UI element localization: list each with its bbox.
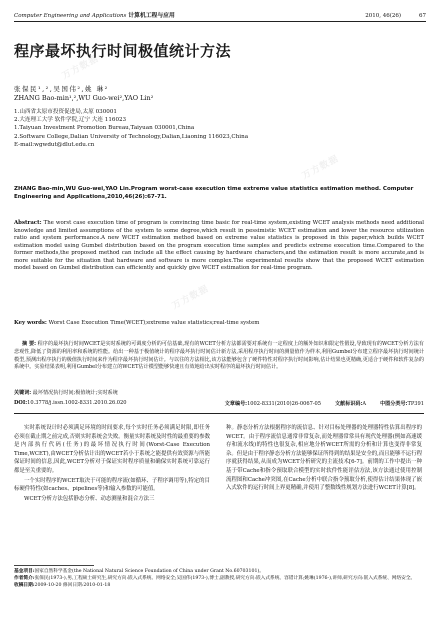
journal-name-en: Computer Engineering and Applications [14,13,127,19]
doi-label: DOI: [14,400,28,406]
abstract-en [14,220,424,273]
fund-label: 基金项目: [14,569,35,574]
section-divider [14,413,424,414]
body-paragraph: 实时系统设计时必须满足环境的时间要求,每个实时任务必须满足时限,即任务必须在截止期之前完成,否则实时系统会失败。衡量实时系统及时性的最重要的参数是内部执行代码(任务)的最坏情况执行时间(Worst-Case Execution Time,WCET),由WCET分析估计出的WCET若小于系统之能提供有效资源与所能保证时间的信息,因此,WCET分析对于保证实时程序质量和确保实时系统可靠运行都是至关重要的。 [14,425,210,474]
article-id-value: 1002-8331(2010)26-0067-05 [247,401,322,407]
keywords-en-text: Worst Case Execution Time(WCET);extreme value statistics;real-time system [48,320,260,326]
authors-cn: 张保民¹,²,吴国伟²,姚 琳² [14,85,109,93]
body-column-right [226,424,422,494]
keywords-cn-label: 关键词: [14,390,32,396]
clc [380,400,424,407]
dates-label: 收稿日期: [14,583,35,589]
paper-title: 程序最坏执行时间极值统计方法 [14,42,232,60]
citation: ZHANG Bao-min,WU Guo-wei,YAO Lin.Program worst-case execution time extreme value statistics estimation method. Computer Engineering and Applications,2010,46(26):67-71. [14,186,414,200]
doi [14,400,225,407]
affiliation-line: 2.Software College,Dalian University of Technology,Dalian,Liaoning 116023,China [14,133,249,140]
running-header [14,8,426,22]
doc-code [335,400,366,407]
body-column-left [14,424,210,504]
journal-name-cn: 计算机工程与应用 [128,13,175,19]
fund-note [14,568,424,575]
doc-code-label: 文献标识码: [335,401,363,407]
author-bio-label: 作者简介: [14,576,35,582]
affiliation-line: 2.大连理工大学 软件学院,辽宁 大连 116023 [14,117,127,124]
body-paragraph: 一个实时程序的WCET取决于可能的程序流(如循环、子程序调用等),特定的目标硬件特性(如caches、pipelines等)和输入参数的可能值。 [14,477,210,493]
affiliations [14,108,248,149]
body-paragraph: 种。静态分析方法根据程序的流信息、针对目标处理器的处理器特性估算出程序的WCET。由于程序流信息通常非常复杂,而处理器常常具有现代处理器(例如高速缓存和流水线)的特性也很复杂,相应地分析WCET所需的分析和计算也变得非常复杂。但是由于程序静态分析方法能够保证所得到的结果是安全的,而且能够不运行程序就获得结果,从而成为WCET分析研究的主流技术[6-7]。前期的工作中提出一种基于带Cache和指令预取联合模型的实时软件性能评估方法,该方法通过使用控制流程图和Cache冲突图,在Cache分析中联合指令预取分析,使得估计结果体现了嵌入式软件的运行时间上界更精确,并使用了整数线性规划方法进行WCET计算[8]。 [226,425,422,492]
footnote-rule [14,565,94,566]
doi-value: 10.3778/j.issn.1002-8331.2010.26.020 [27,400,127,406]
fund-text: 国家自然科学基金(the National Natural Science Foundation of China under Grant No.60703101)。 [34,569,264,574]
watermark: 万方数据 [300,154,341,182]
article-meta [14,400,424,407]
author-note [14,575,424,582]
keywords-cn [14,389,424,396]
dates-note [14,582,424,589]
watermark: 万方数据 [330,464,371,492]
page-number: 67 [419,13,426,19]
keywords-en [14,320,424,328]
issue-number: 2010, 46(26) [365,13,401,19]
affiliation-line: 1.Taiyuan Investment Promotion Bureau,Taiyuan 030001,China [14,125,195,132]
keywords-cn-text: 最坏情况执行时间;极值统计;实时系统 [32,390,118,396]
abstract-cn-label: 摘 要: [22,341,36,347]
doc-code-value: A [362,401,367,407]
watermark: 万方数据 [60,54,101,82]
abstract-cn [14,341,424,372]
affiliation-line: 1.山西省太原市投资促进局,太原 030001 [14,109,117,115]
footnotes [14,568,424,590]
article-id [225,400,321,407]
clc-label: 中图分类号: [380,401,408,407]
article-id-label: 文章编号: [224,401,248,407]
abstract-en-label: Abstract: [14,220,42,226]
abstract-en-text: The worst case execution time of program is convincing time basic for real-time system,existing WCET analysis methods need additional knowledge and limited assumptions of the system to some degree,which result in pessimistic WCET estimation and lower the resource utilization ratio and system performance.A new WCET estimation method based on extreme value statistics is proposed in this paper,which builds WCET estimation model using Gumbel distribution based on the program execution time samples and predicts extreme execution time.Compared to the former methods,the proposed method can include all the effect causing by hardware characters,and the estimation result is more accurate,and is more suitable for the situation that hardware and software is more complex.The experimental results show that the proposed WCET estimation model based on Gumbel distribution can efficiently and quickly give WCET estimation for real-time program. [14,220,424,271]
abstract-cn-text: 程序的最坏执行时间WCET是实时系统的可调度分析的可信基础,现有的WCET分析方法都需要对系统有一定程度上的额外知识和限定性假设,导致现有的WCET分析方法有悲观性,降低了资源的利用率和系统的性能。给出一种基于极值统计的程序最坏执行时间估计新方法,采用程序执行时间的测量值作为样本,利用Gumbel分布建立程序最坏执行时间统计模型,预测出程序执行的极值执行时间来作为程序最坏执行时间估计。与以往的方法相比,该方法能够包含了硬件特性对程序执行时间影响,估计结果也更精确,更适合于硬件和软件复杂的系统中。实验结果表明,利用Gumbel分布建立的WCET估计模型能够快速且有效地给出实时程序的最坏执行时间估计。 [14,341,424,371]
clc-value: TP391 [407,401,424,407]
keywords-en-label: Key words: [14,320,47,326]
watermark: 万方数据 [170,284,211,312]
email-line: E-mail:wgwdut@dlut.edu.cn [14,141,95,148]
authors-en: ZHANG Bao-min¹,²,WU Guo-wei²,YAO Lin² [14,94,154,102]
body-paragraph: WCET分析方法包括静态分析、动态测量和混合方法三 [24,495,155,502]
author-bio-text: 张保民(1973-),男,工程硕士研究生,研究方向:嵌入式系统、网络安全;吴国伟(1973-),博士,副教授,研究方向:嵌入式系统、容错计算;姚琳(1976-),讲师,研究方向:嵌入式系统、网络安全。 [34,576,416,582]
dates-text: 2009-10-20 修回日期:2010-01-18 [34,583,111,589]
